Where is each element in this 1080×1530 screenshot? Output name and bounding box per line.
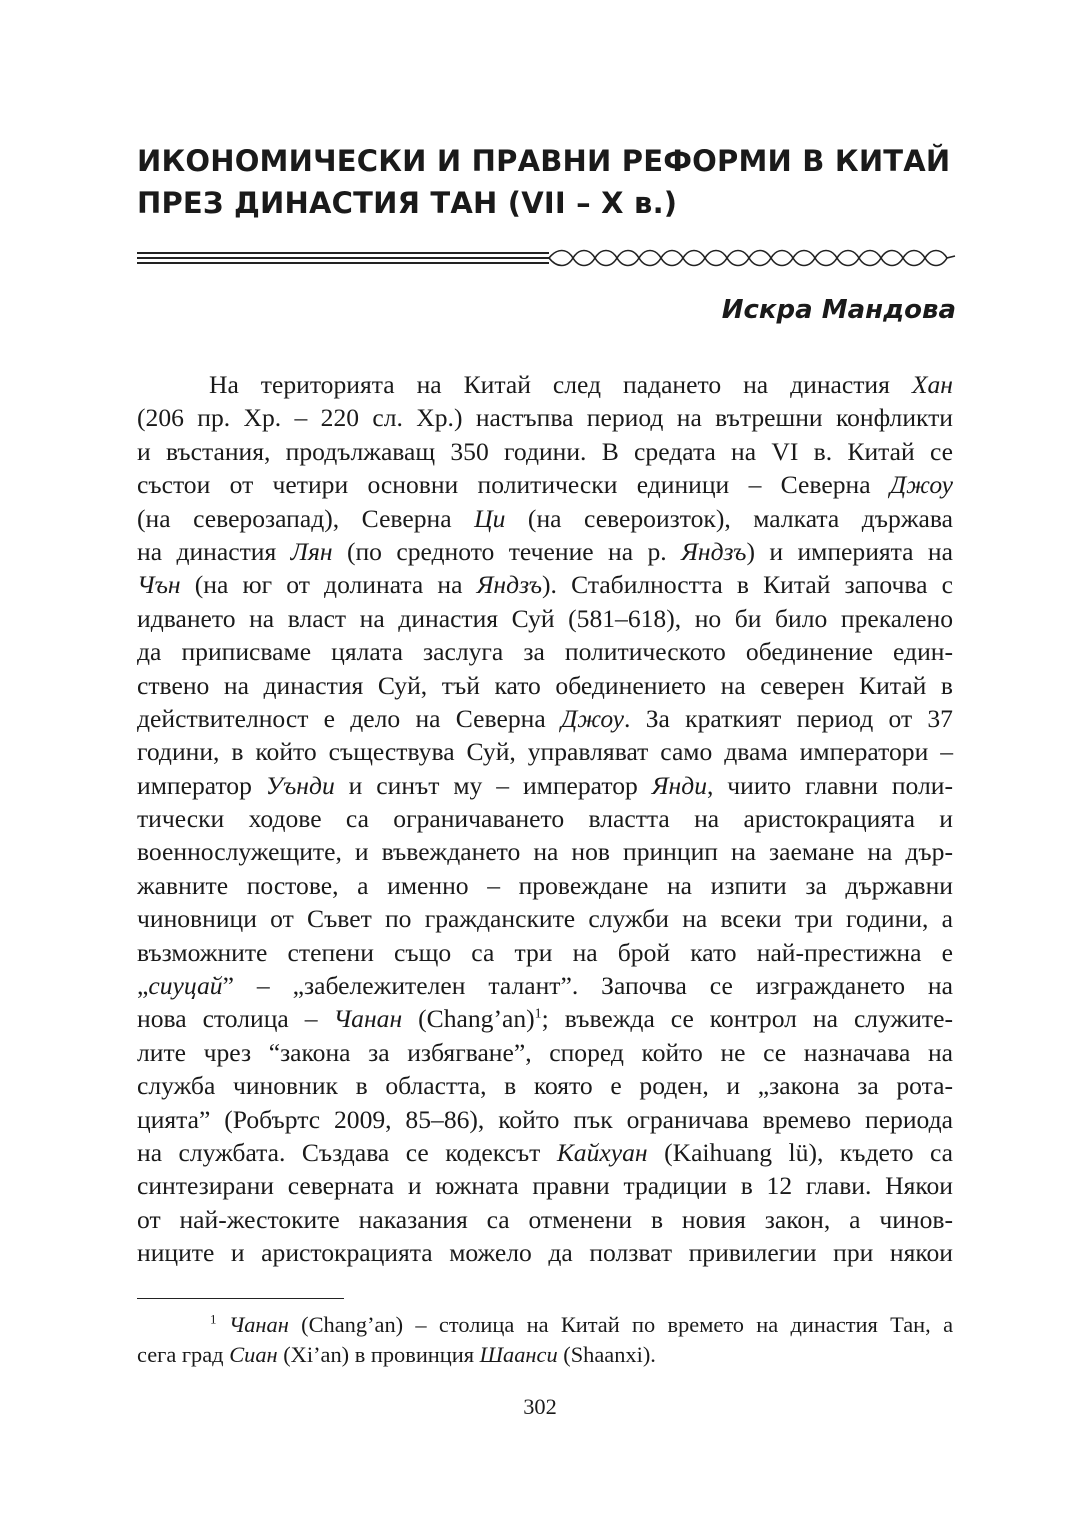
body-line: служба чиновник в областта, в която е роден, и „закона за рота-: [137, 1071, 953, 1101]
body-line: „сиуцай” – „забележителен талант”. Започва се изграждането на: [137, 971, 953, 1001]
footnote-separator: [137, 1298, 344, 1299]
body-line: и въстания, продължаващ 350 години. В средата на VI в. Китай се: [137, 436, 953, 466]
footnote-reference: 1: [534, 1006, 542, 1022]
title-line-1: ИКОНОМИЧЕСКИ И ПРАВНИ РЕФОРМИ В КИТАЙ: [137, 144, 951, 178]
title-divider-ornament: [137, 246, 957, 270]
footnote-line: сега град Сиан (Xi’an) в провинция Шаанси (Shaanxi).: [137, 1342, 656, 1367]
body-line: да приписваме цялата заслуга за политическото обединение един-: [137, 637, 953, 667]
body-line: на династия Лян (по средното течение на р. Яндзъ) и империята на: [137, 536, 953, 566]
body-line: ствено на династия Суй, тъй като обединението на северен Китай в: [137, 670, 953, 700]
body-line: състои от четири основни политически единици – Северна Джоу: [137, 470, 953, 500]
body-line: ниците и аристокрацията можело да ползват привилегии при някои: [137, 1238, 953, 1268]
footnote-line: $^1$ Чанан (Chang’an) – столица на Китай по времето на династия Тан, а: [210, 1311, 954, 1337]
footnote-marker: 1: [210, 1311, 217, 1327]
article-body: [137, 368, 953, 1270]
body-line: от най-жестоките наказания са отменени в новия закон, а чинов-: [137, 1204, 953, 1234]
body-line: години, в който съществува Суй, управляват само двама императори –: [137, 737, 953, 767]
body-line: император Уънди и синът му – император Янди, чиито главни поли-: [137, 770, 953, 800]
body-line: лите чрез “закона за избягване”, според който не се назначава на: [137, 1037, 953, 1067]
body-line: На територията на Китай след падането на династия Хан: [209, 370, 953, 399]
body-line: Чън (на юг от долината на Яндзъ). Стабилността в Китай започва с: [137, 570, 953, 600]
article-title: [137, 140, 957, 224]
body-line: възможните степени също са три на брой като най-престижна е: [137, 937, 953, 967]
body-line: цията” (Робъртс 2009, 85–86), който пък ограничава времево периода: [137, 1104, 953, 1134]
body-line: жавните постове, а именно – провеждане на изпити за държавни: [137, 870, 953, 900]
body-line: синтезирани северната и южната правни традиции в 12 глави. Някои: [137, 1171, 953, 1201]
author-name: Искра Мандова: [721, 295, 956, 325]
body-line: военнослужещите, и въвеждането на нов принцип на заемане на дър-: [137, 837, 953, 867]
body-line: (на северозапад), Северна Ци (на североизток), малката държава: [137, 503, 953, 533]
body-line: нова столица – Чанан (Chang’an)$^1$; въвежда се контрол на служите-: [137, 1004, 953, 1034]
body-line: идването на власт на династия Суй (581–618), но би било прекалено: [137, 603, 953, 633]
body-line: (206 пр. Хр. – 220 сл. Хр.) настъпва период на вътрешни конфликти: [137, 403, 953, 433]
body-line: на службата. Създава се кодексът Кайхуан (Kaihuang lü), където са: [137, 1137, 953, 1167]
page-number: 302: [523, 1394, 557, 1419]
body-line: действителност е дело на Северна Джоу. За краткият период от 37: [137, 703, 953, 733]
title-line-2: ПРЕЗ ДИНАСТИЯ ТАН (VII – X в.): [137, 186, 678, 220]
body-line: тически ходове са ограничаването властта на аристокрацията и: [137, 804, 953, 834]
footnote: [137, 1310, 953, 1370]
body-line: чиновници от Съвет по гражданските служби на всеки три години, а: [137, 904, 953, 934]
